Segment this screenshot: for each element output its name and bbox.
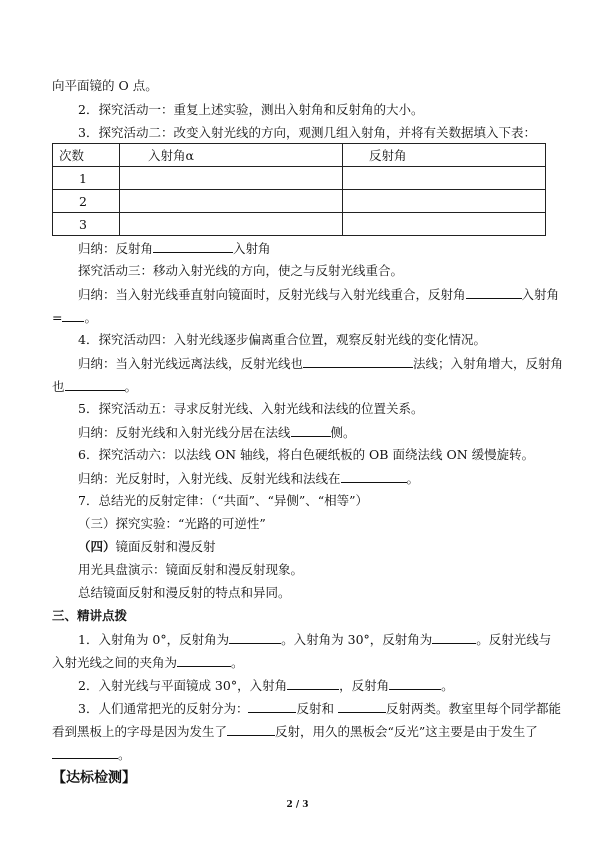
answer-blank [338,700,386,713]
text-line: 3．人们通常把光的反射分为： 反射和 反射两类。教室里每个同学都能 [78,701,561,716]
section-heading: 三、精讲点拨 [52,608,128,623]
text-line: （四）镜面反射和漫反射 [78,539,216,554]
table-cell [120,213,343,236]
text-line: （三）探究实验：“光路的可逆性” [78,516,266,531]
table-cell [343,190,546,213]
text-line: 看到黑板上的字母是因为发生了 反射，用久的黑板会“反光”这主要是由于发生了 [52,724,538,739]
answer-blank [303,355,413,368]
text-line: 用光具盘演示：镜面反射和漫反射现象。 [78,562,304,577]
text-line: 5．探究活动五：寻求反射光线、入射光线和法线的位置关系。 [78,401,424,416]
text-line: = 。 [52,310,97,325]
answer-blank [291,424,331,437]
table-row [53,167,546,190]
table-cell [120,167,343,190]
text-line: 2．探究活动一：重复上述实验，测出入射角和反射角的大小。 [78,102,424,117]
text-line: 也 。 [52,379,138,394]
answer-blank [229,631,281,644]
table-header-cell: 次数 [53,144,120,167]
text-line: 向平面镜的 O 点。 [52,78,158,93]
answer-blank [62,309,84,322]
table-header-cell: 反射角 [343,144,546,167]
table-header-cell: 入射角α [120,144,343,167]
answer-blank [466,286,522,299]
text-line: 入射光线之间的夹角为 。 [52,655,244,670]
text-line: 3．探究活动二：改变入射光线的方向，观测几组入射角，并将有关数据填入下表： [78,125,536,140]
text-line: 。 [52,746,131,763]
text-line: 6．探究活动六：以法线 ON 轴线，将白色硬纸板的 OB 面绕法线 ON 缓慢旋转。 [78,447,535,462]
answer-blank [177,654,231,667]
text-line: 归纳：反射光线和入射光线分居在法线 侧。 [78,425,356,440]
answer-blank [52,746,118,759]
answer-blank [227,723,275,736]
text-line: 归纳：反射角 入射角 [78,241,271,256]
table-cell [343,213,546,236]
answer-blank [65,378,125,391]
text-line: 1．入射角为 0°，反射角为 。入射角为 30°，反射角为 。反射光线与 [78,632,552,647]
text-line: 归纳：光反射时，入射光线、反射光线和法线在 。 [78,471,420,486]
text-line: 归纳：当入射光线垂直射向镜面时，反射光线与入射光线重合，反射角 入射角 [78,287,560,302]
answer-blank [287,677,339,690]
text-line: 7．总结光的反射定律：（“共面”、“异侧”、“相等”） [78,493,369,508]
page-number: 2 / 3 [286,800,309,810]
table-cell: 1 [53,167,120,190]
text-line: 4．探究活动四：入射光线逐步偏离重合位置，观察反射光线的变化情况。 [78,332,486,347]
answer-blank [248,700,296,713]
text-line: 归纳：当入射光线远离法线，反射光线也 法线；入射角增大，反射角 [78,356,564,371]
table-row [53,213,546,236]
table-cell: 3 [53,213,120,236]
table-header-row [53,144,546,167]
answer-blank [341,470,407,483]
table-row [53,190,546,213]
text-line: 2．入射光线与平面镜成 30°，入射角 ，反射角 。 [78,678,454,693]
data-table [52,143,546,236]
table-cell [120,190,343,213]
answer-blank [432,631,476,644]
text-line: 总结镜面反射和漫反射的特点和异同。 [78,585,291,600]
table-cell: 2 [53,190,120,213]
section-heading: 【达标检测】 [52,770,136,786]
table-cell [343,167,546,190]
answer-blank [153,240,233,253]
text-line: 探究活动三：移动入射光线的方向，使之与反射光线重合。 [78,263,404,278]
answer-blank [389,677,441,690]
